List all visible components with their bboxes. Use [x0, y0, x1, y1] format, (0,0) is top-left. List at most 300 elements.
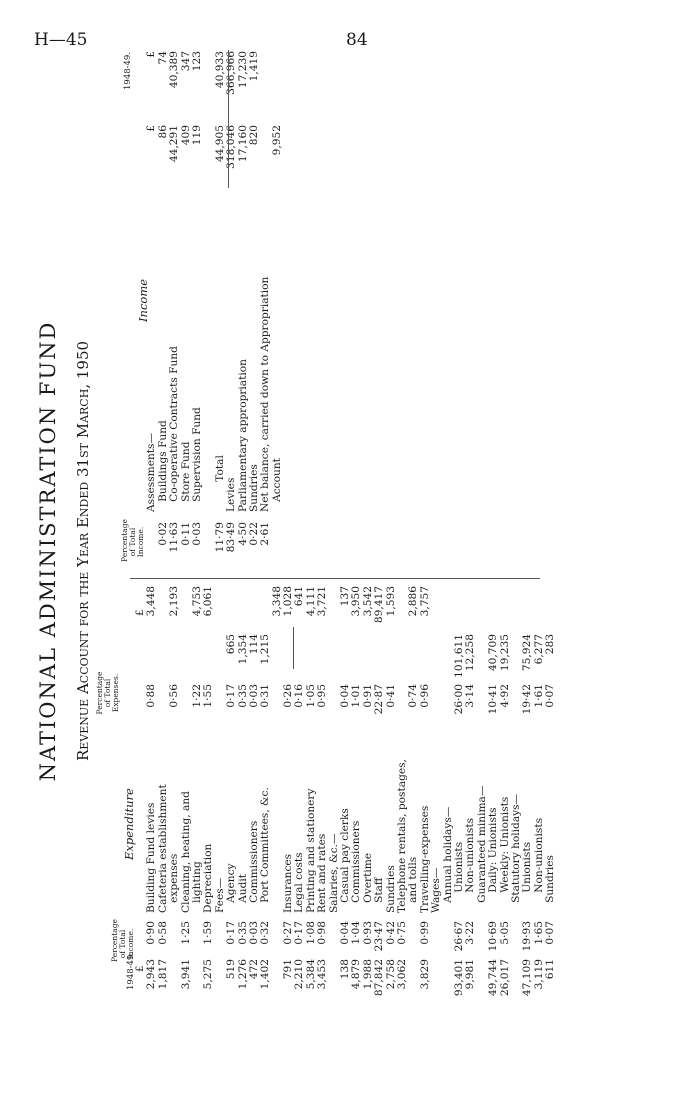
exp-label: Agency: [225, 863, 238, 913]
table-row: [249, 586, 260, 997]
exp-prev-year: [431, 959, 442, 997]
exp-label: Commissioners: [247, 820, 260, 913]
exp-total: 3,348: [270, 586, 283, 617]
inc-label: Sundries: [247, 464, 260, 512]
table-row: [385, 586, 396, 997]
exp-total: 3,542: [361, 586, 374, 617]
table-row: [214, 51, 225, 562]
table-row: [226, 586, 237, 997]
exp-total: 2,193: [168, 586, 181, 617]
exp-amount: [214, 634, 225, 684]
income-total-rule: [228, 50, 229, 188]
exp-label: Wages—: [430, 867, 443, 913]
exp-pct-income: 26·67: [452, 921, 465, 952]
exp-label: Insurances: [282, 853, 295, 913]
exp-pct-income: [442, 921, 453, 959]
inc-prev-year: [203, 51, 214, 125]
exp-pct-income: 19·93: [521, 921, 534, 952]
exp-pct-income: 0·07: [544, 921, 557, 945]
inc-prev-year: 366,966: [225, 51, 238, 95]
exp-label: Daily: Unionists: [487, 807, 500, 913]
exp-label: Building Fund levies: [145, 802, 158, 913]
exp-pct-income: 5·05: [498, 921, 511, 945]
exp-pct-income: [328, 921, 339, 959]
exp-total: [237, 586, 248, 634]
exp-total: [180, 586, 191, 634]
exp-amount: 75,924: [521, 634, 534, 672]
inc-pct-income: 11·79: [213, 522, 226, 553]
exp-header-pound-2: £: [135, 609, 146, 616]
exp-pct-expenses: 1·22: [190, 684, 203, 708]
exp-label: Cafeteria establishment: [156, 784, 169, 913]
exp-label: Non-unionists: [532, 817, 545, 913]
exp-header-expenditure: Expenditure: [122, 788, 136, 860]
inc-header-pct-income: Percentage of Total Income.: [120, 519, 145, 562]
exp-prev-year: [408, 959, 419, 997]
table-row: [545, 586, 556, 997]
exp-total: 137: [339, 586, 352, 607]
exp-prev-year: 9,981: [464, 959, 477, 990]
exp-prev-year: 1,988: [361, 959, 374, 990]
table-row: [362, 586, 373, 997]
exp-pct-income: 23·47: [373, 921, 386, 952]
inc-pct-income: 11·63: [168, 522, 181, 553]
exp-pct-income: 0·17: [225, 921, 238, 945]
exp-amount: [317, 634, 328, 684]
exp-amount: 1,354: [236, 634, 249, 665]
exp-pct-expenses: 22·87: [373, 684, 386, 715]
table-row: [511, 586, 522, 997]
inc-label: Assessments—: [145, 432, 158, 512]
inc-pct-income: 0·11: [179, 522, 192, 546]
exp-pct-expenses: [511, 684, 522, 724]
exp-header-year: 1948-49.: [126, 951, 136, 990]
inc-prev-year: 347: [179, 51, 192, 72]
exp-pct-expenses: 0·91: [361, 684, 374, 708]
center-divider: [130, 578, 540, 579]
inc-pct-income: [271, 522, 282, 562]
exp-total: 3,950: [350, 586, 363, 617]
exp-amount: [192, 634, 203, 684]
exp-pct-expenses: [180, 684, 191, 724]
page-reference: H—45: [34, 30, 88, 50]
inc-prev-year: [271, 51, 282, 125]
exp-pct-expenses: 3·14: [464, 684, 477, 708]
exp-pct-income: 1·08: [304, 921, 317, 945]
exp-amount: [271, 634, 282, 684]
exp-amount: [146, 634, 157, 684]
exp-total: 89,417: [373, 586, 386, 624]
exp-prev-year: 1,402: [259, 959, 272, 990]
exp-label: [271, 724, 282, 921]
exp-pct-expenses: 1·55: [202, 684, 215, 708]
exp-total: [454, 586, 465, 634]
inc-prev-year: 1,419: [247, 51, 260, 82]
table-row: [157, 51, 168, 562]
inc-label: Parliamentary appropriation: [236, 359, 249, 512]
table-row: [340, 586, 351, 997]
exp-pct-expenses: 1·61: [532, 684, 545, 708]
exp-pct-income: 0·03: [247, 921, 260, 945]
exp-label: Non-unionists: [464, 817, 477, 913]
exp-prev-year: 49,744: [487, 959, 500, 997]
exp-pct-income: [169, 921, 180, 959]
exp-prev-year: 93,401: [452, 959, 465, 997]
table-row: [294, 586, 305, 997]
table-row: [237, 51, 248, 562]
inc-label: Account: [270, 458, 283, 512]
exp-label: Telephone rentals, postages,: [395, 759, 408, 913]
exp-pct-expenses: 0·56: [168, 684, 181, 708]
table-row: [408, 586, 419, 997]
table-row: [499, 586, 510, 997]
table-row: [146, 51, 157, 562]
exp-prev-year: 138: [339, 959, 352, 980]
inc-amount: 119: [190, 125, 203, 146]
exp-pct-expenses: 0·03: [247, 684, 260, 708]
exp-total: [545, 586, 556, 634]
exp-total: [260, 586, 271, 634]
exp-prev-year: 5,384: [304, 959, 317, 990]
exp-pct-income: 0·98: [316, 921, 329, 945]
inc-header-year: 1948-49.: [123, 51, 133, 90]
table-row: [419, 586, 430, 997]
table-row: [488, 586, 499, 997]
exp-total: 4,111: [304, 586, 317, 617]
exp-prev-year: [214, 959, 225, 997]
inc-prev-year: 123: [190, 51, 203, 72]
exp-pct-expenses: 0·31: [259, 684, 272, 708]
exp-label: Depreciation: [202, 843, 215, 913]
inc-pct-income: 4·50: [236, 522, 249, 546]
exp-label: Annual holidays—: [441, 806, 454, 913]
exp-total: [465, 586, 476, 634]
exp-prev-year: 2,943: [145, 959, 158, 990]
exp-pct-expenses: [214, 684, 225, 724]
exp-pct-expenses: 10·41: [487, 684, 500, 715]
exp-header-pound: £: [135, 965, 146, 972]
exp-pct-income: [408, 921, 419, 959]
exp-pct-income: 3·22: [464, 921, 477, 945]
table-row: [328, 586, 339, 997]
exp-pct-income: 1·59: [202, 921, 215, 945]
exp-pct-income: [476, 921, 487, 959]
exp-label: Casual pay clerks: [339, 808, 352, 913]
table-row: [203, 586, 214, 997]
exp-prev-year: 1,817: [156, 959, 169, 990]
exp-prev-year: [476, 959, 487, 997]
inc-prev-year: 74: [156, 51, 169, 65]
inc-label: Co-operative Contracts Fund: [168, 346, 181, 512]
inc-amount: 44,291: [168, 125, 181, 163]
exp-pct-income: 0·27: [282, 921, 295, 945]
exp-prev-year: [192, 959, 203, 997]
exp-prev-year: [169, 959, 180, 997]
exp-prev-year: 2,758: [384, 959, 397, 990]
table-row: [317, 586, 328, 997]
exp-amount: [397, 634, 408, 684]
exp-amount: 665: [225, 634, 238, 655]
exp-prev-year: [511, 959, 522, 997]
exp-pct-income: 0·90: [145, 921, 158, 945]
inc-amount: 318,046: [225, 125, 238, 169]
exp-pct-expenses: [431, 684, 442, 724]
inc-label: [203, 189, 214, 522]
table-row: [465, 586, 476, 997]
exp-label: Weekly: Unionists: [498, 796, 511, 913]
exp-pct-income: 0·04: [339, 921, 352, 945]
exp-total: 3,757: [418, 586, 431, 617]
exp-prev-year: 5,275: [202, 959, 215, 990]
exp-total: [533, 586, 544, 634]
exp-pct-expenses: 1·01: [350, 684, 363, 708]
exp-amount: [305, 634, 316, 684]
exp-total: 1,028: [282, 586, 295, 617]
table-row: [454, 586, 465, 997]
exp-pct-expenses: 0·04: [339, 684, 352, 708]
inc-amount: 409: [179, 125, 192, 146]
exp-total: [226, 586, 237, 634]
expenditure-table: [146, 586, 556, 997]
exp-total: [157, 586, 168, 634]
table-row: [442, 586, 453, 997]
table-row: [397, 586, 408, 997]
table-row: [305, 586, 316, 997]
exp-total: 4,753: [190, 586, 203, 617]
exp-total: [431, 586, 442, 634]
table-row: [180, 586, 191, 997]
exp-amount: 40,709: [487, 634, 500, 672]
exp-pct-income: 0·35: [236, 921, 249, 945]
exp-amount: 1,215: [259, 634, 272, 665]
exp-pct-income: 10·69: [487, 921, 500, 952]
exp-amount: [374, 634, 385, 684]
table-row: [260, 586, 271, 997]
table-row: [192, 51, 203, 562]
table-row: [260, 51, 271, 562]
exp-total: [249, 586, 260, 634]
income-table: [146, 51, 283, 562]
exp-label: lighting: [190, 861, 203, 913]
exp-pct-income: 0·42: [384, 921, 397, 945]
exp-pct-expenses: [476, 684, 487, 724]
exp-total: [397, 586, 408, 634]
table-row: [249, 51, 260, 562]
exp-label: Guaranteed minima—: [475, 785, 488, 913]
exp-label: expenses: [168, 853, 181, 913]
inc-pct-income: [146, 522, 157, 562]
exp-label: Cleaning, heating, and: [179, 791, 192, 913]
exp-amount: [431, 634, 442, 684]
exp-pct-expenses: 0·41: [384, 684, 397, 708]
inc-prev-year: [260, 51, 271, 125]
exp-prev-year: 519: [225, 959, 238, 980]
exp-prev-year: 87,842: [373, 959, 386, 997]
exp-pct-expenses: [442, 684, 453, 724]
inc-label: Store Fund: [179, 441, 192, 512]
exp-label: and tolls: [407, 856, 420, 913]
exp-label: Printing and stationery: [304, 788, 317, 913]
exp-amount: [203, 634, 214, 684]
exp-pct-expenses: 0·88: [145, 684, 158, 708]
inc-amount: [260, 125, 271, 189]
exp-pct-income: 1·25: [179, 921, 192, 945]
exp-label: Travelling-expenses: [418, 805, 431, 913]
exp-prev-year: 3,119: [532, 959, 545, 990]
exp-amount: [294, 634, 305, 684]
exp-label: Statutory holidays—: [509, 793, 522, 913]
exp-amount: [442, 634, 453, 684]
table-row: [146, 586, 157, 997]
exp-pct-expenses: 4·92: [498, 684, 511, 708]
exp-label: Port Committees, &c.: [259, 787, 272, 913]
exp-amount: [511, 634, 522, 684]
exp-total: [442, 586, 453, 634]
exp-pct-expenses: 0·16: [293, 684, 306, 708]
exp-prev-year: 3,062: [395, 959, 408, 990]
inc-amount: 820: [247, 125, 260, 146]
exp-label: Staff: [373, 877, 386, 913]
exp-prev-year: 2,210: [293, 959, 306, 990]
exp-amount: [340, 634, 351, 684]
exp-pct-income: [511, 921, 522, 959]
inc-pct-income: [203, 522, 214, 562]
table-row: [271, 586, 282, 997]
exp-amount: 114: [247, 634, 260, 655]
inc-prev-year: 40,389: [168, 51, 181, 89]
inc-pct-income: 0·03: [190, 522, 203, 546]
exp-pct-expenses: 0·26: [282, 684, 295, 708]
inc-pct-income: 0·02: [156, 522, 169, 546]
exp-prev-year: 3,453: [316, 959, 329, 990]
inc-pct-income: 0·22: [247, 522, 260, 546]
inc-header-income: Income: [136, 278, 150, 322]
exp-pct-expenses: 0·17: [225, 684, 238, 708]
inc-amount: [203, 125, 214, 189]
exp-amount: 101,611: [452, 634, 465, 678]
exp-amount: 6,277: [532, 634, 545, 665]
exp-pct-expenses: [271, 684, 282, 724]
exp-pct-income: 0·32: [259, 921, 272, 945]
exp-prev-year: [328, 959, 339, 997]
exp-amount: [328, 634, 339, 684]
exp-pct-expenses: 0·96: [418, 684, 431, 708]
exp-pct-income: 0·75: [395, 921, 408, 945]
exp-pct-income: 0·58: [156, 921, 169, 945]
page-subtitle: Revenue Account for the Year Ended 31st March, 1950: [74, 340, 92, 762]
exp-total: [522, 586, 533, 634]
table-row: [351, 586, 362, 997]
inc-amount: 17,160: [236, 125, 249, 163]
exp-pct-expenses: 0·07: [544, 684, 557, 708]
exp-label: Salaries, &c.—: [327, 833, 340, 913]
table-row: [533, 586, 544, 997]
exp-amount: [351, 634, 362, 684]
exp-total: 3,721: [316, 586, 329, 617]
exp-pct-income: 1·04: [350, 921, 363, 945]
exp-pct-income: 1·65: [532, 921, 545, 945]
fees-subtotal-rule: [293, 627, 294, 669]
page-title: NATIONAL ADMINISTRATION FUND: [36, 320, 60, 782]
page-number: 84: [346, 30, 368, 50]
exp-pct-income: [214, 921, 225, 959]
inc-label: Net balance, carried down to Appropriation: [259, 276, 272, 512]
inc-amount: 9,952: [270, 125, 283, 156]
exp-amount: [362, 634, 373, 684]
exp-pct-expenses: 0·74: [407, 684, 420, 708]
exp-pct-expenses: [328, 684, 339, 724]
table-row: [192, 586, 203, 997]
inc-label: Total: [213, 455, 226, 512]
table-row: [169, 586, 180, 997]
exp-prev-year: 4,879: [350, 959, 363, 990]
exp-pct-income: 0·17: [293, 921, 306, 945]
exp-total: [476, 586, 487, 634]
table-row: [169, 51, 180, 562]
exp-amount: [408, 634, 419, 684]
exp-pct-expenses: 1·05: [304, 684, 317, 708]
exp-amount: 12,258: [464, 634, 477, 672]
exp-prev-year: 26,017: [498, 959, 511, 997]
exp-label: Audit: [236, 873, 249, 913]
exp-pct-income: 0·99: [418, 921, 431, 945]
exp-label: Rent and rates: [316, 833, 329, 913]
inc-label: Supervision Fund: [190, 407, 203, 512]
exp-amount: [385, 634, 396, 684]
inc-prev-year: 17,230: [236, 51, 249, 89]
inc-amount: £: [145, 125, 158, 132]
inc-label: Levies: [225, 477, 238, 512]
exp-header-pct-expenses: Percentage of Total Expenses.: [95, 671, 120, 715]
exp-pct-expenses: 26·00: [452, 684, 465, 715]
exp-label: Fees—: [213, 877, 226, 913]
inc-amount: 86: [156, 125, 169, 139]
exp-pct-expenses: 0·95: [316, 684, 329, 708]
table-row: [157, 586, 168, 997]
exp-pct-expenses: [157, 684, 168, 724]
exp-prev-year: [442, 959, 453, 997]
exp-amount: [419, 634, 430, 684]
exp-label: Unionists: [452, 841, 465, 913]
exp-total: 3,448: [145, 586, 158, 617]
table-row: [431, 586, 442, 997]
table-row: [203, 51, 214, 562]
inc-pct-income: 83·49: [225, 522, 238, 553]
inc-prev-year: £: [145, 51, 158, 58]
exp-prev-year: 472: [247, 959, 260, 980]
exp-prev-year: 3,829: [418, 959, 431, 990]
table-row: [237, 586, 248, 997]
exp-total: 2,886: [407, 586, 420, 617]
exp-prev-year: [271, 959, 282, 997]
table-row: [271, 51, 282, 562]
exp-pct-income: [271, 921, 282, 959]
exp-amount: [476, 634, 487, 684]
table-row: [180, 51, 191, 562]
exp-total: [488, 586, 499, 634]
exp-total: [214, 586, 225, 634]
inc-label: Buildings Fund: [156, 420, 169, 512]
exp-total: [499, 586, 510, 634]
table-row: [476, 586, 487, 997]
exp-header-pct-income: Percentage of Total Income.: [110, 919, 135, 962]
exp-label: Unionists: [521, 841, 534, 913]
exp-pct-expenses: [397, 684, 408, 724]
exp-prev-year: 611: [544, 959, 557, 980]
table-row: [214, 586, 225, 997]
exp-pct-income: 0·93: [361, 921, 374, 945]
inc-prev-year: 40,933: [213, 51, 226, 89]
